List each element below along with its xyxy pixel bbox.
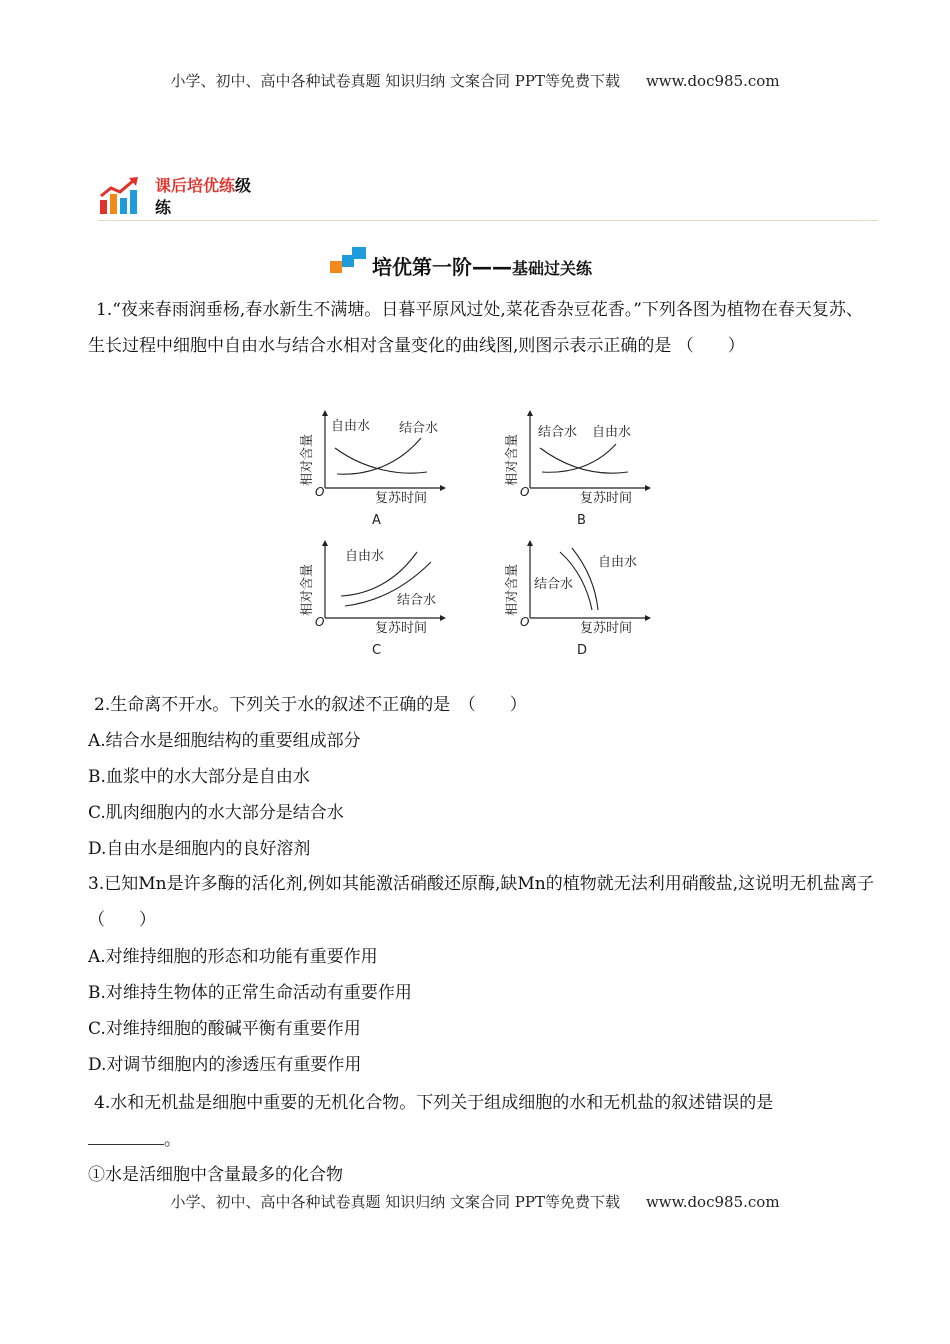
graph-a-origin: O xyxy=(315,485,325,499)
question-3-option-a: A.对维持细胞的形态和功能有重要作用 xyxy=(88,947,378,967)
graph-c-xlabel: 复苏时间 xyxy=(375,621,428,636)
graph-b-xlabel: 复苏时间 xyxy=(580,491,633,506)
graph-a-label-bound-water: 结合水 xyxy=(399,421,439,436)
section-title-sub: 基础过关练 xyxy=(512,259,593,278)
section-title-dash: —— xyxy=(472,255,512,279)
graph-a-letter: A xyxy=(372,513,381,528)
graph-b xyxy=(500,408,660,533)
question-2-option-b: B.血浆中的水大部分是自由水 xyxy=(88,767,310,787)
question-4-tail: 。 xyxy=(164,1130,181,1150)
graph-a-xlabel: 复苏时间 xyxy=(375,491,428,506)
graph-c-origin: O xyxy=(315,615,325,629)
graph-c-letter: C xyxy=(372,643,382,658)
question-2-stem: 2.生命离不开水。下列关于水的叙述不正确的是 （ ） xyxy=(94,695,527,715)
question-3-option-c: C.对维持细胞的酸碱平衡有重要作用 xyxy=(88,1019,361,1039)
graph-d xyxy=(500,538,660,663)
question-2-option-d: D.自由水是细胞内的良好溶剂 xyxy=(88,839,311,859)
footer-site: www.doc985.com xyxy=(645,1193,780,1211)
header-divider xyxy=(98,220,878,221)
stairs-icon xyxy=(328,245,368,275)
question-2-option-a: A.结合水是细胞结构的重要组成部分 xyxy=(88,731,361,751)
header-text: 小学、初中、高中各种试卷真题 知识归纳 文案合同 PPT等免费下载 xyxy=(170,72,620,90)
question-1-stem: 1.“夜来春雨润垂杨,春水新生不满塘。日暮平原风过处,菜花香杂豆花香。”下列各图为植物在春天复苏、生长过程中细胞中自由水与结合水相对含量变化的曲线图,则图示表示正确的是 （ ） xyxy=(88,300,863,356)
graph-d-ylabel: 相对含量 xyxy=(505,563,520,616)
graph-b-letter: B xyxy=(577,513,586,528)
page-footer xyxy=(0,1191,950,1212)
growth-chart-icon xyxy=(98,176,142,216)
graph-d-curve-outer xyxy=(572,548,598,610)
section-badge xyxy=(98,176,258,222)
badge-label-black: 级 xyxy=(235,176,252,195)
graph-c-label-bound-water: 结合水 xyxy=(397,593,437,608)
badge-label-red: 课后培优练 xyxy=(155,176,236,195)
graph-a-label-free-water: 自由水 xyxy=(331,419,371,434)
graph-d-label-bound-water: 结合水 xyxy=(534,577,574,592)
badge-label xyxy=(155,175,251,219)
graph-b-origin: O xyxy=(520,485,530,499)
graph-c xyxy=(295,538,455,663)
graph-c-label-free-water: 自由水 xyxy=(345,549,385,564)
question-2-option-c: C.肌肉细胞内的水大部分是结合水 xyxy=(88,803,344,823)
question-4-stem: 4.水和无机盐是细胞中重要的无机化合物。下列关于组成细胞的水和无机盐的叙述错误的是 xyxy=(94,1093,774,1113)
graph-a-ylabel: 相对含量 xyxy=(300,433,315,486)
graph-a-curve-falling xyxy=(335,448,427,473)
graph-b-curve-rising xyxy=(542,444,616,472)
answer-blank[interactable] xyxy=(88,1128,164,1145)
question-3-option-b: B.对维持生物体的正常生命活动有重要作用 xyxy=(88,983,412,1003)
question-4-answer-line xyxy=(88,1128,181,1151)
question-3-option-d: D.对调节细胞内的渗透压有重要作用 xyxy=(88,1055,362,1075)
graph-d-label-free-water: 自由水 xyxy=(598,555,638,570)
graph-b-label-free-water: 自由水 xyxy=(592,425,632,440)
page-header xyxy=(0,70,950,91)
graph-d-letter: D xyxy=(577,643,588,658)
graph-b-ylabel: 相对含量 xyxy=(505,433,520,486)
graph-c-ylabel: 相对含量 xyxy=(300,563,315,616)
header-site: www.doc985.com xyxy=(645,72,780,90)
badge-label-line2: 练 xyxy=(155,198,172,217)
graph-d-origin: O xyxy=(520,615,530,629)
section-title-main: 培优第一阶 xyxy=(372,255,472,279)
question-3-stem: 3.已知Mn是许多酶的活化剂,例如其能激活硝酸还原酶,缺Mn的植物就无法利用硝酸盐,这说明无机盐离子 （ ） xyxy=(88,874,892,930)
graph-a xyxy=(295,408,455,533)
question-4-item-1: ①水是活细胞中含量最多的化合物 xyxy=(88,1165,343,1185)
graph-d-xlabel: 复苏时间 xyxy=(580,621,633,636)
graph-b-curve-falling xyxy=(540,448,628,473)
footer-text: 小学、初中、高中各种试卷真题 知识归纳 文案合同 PPT等免费下载 xyxy=(170,1193,620,1211)
graph-b-label-bound-water: 结合水 xyxy=(538,425,578,440)
